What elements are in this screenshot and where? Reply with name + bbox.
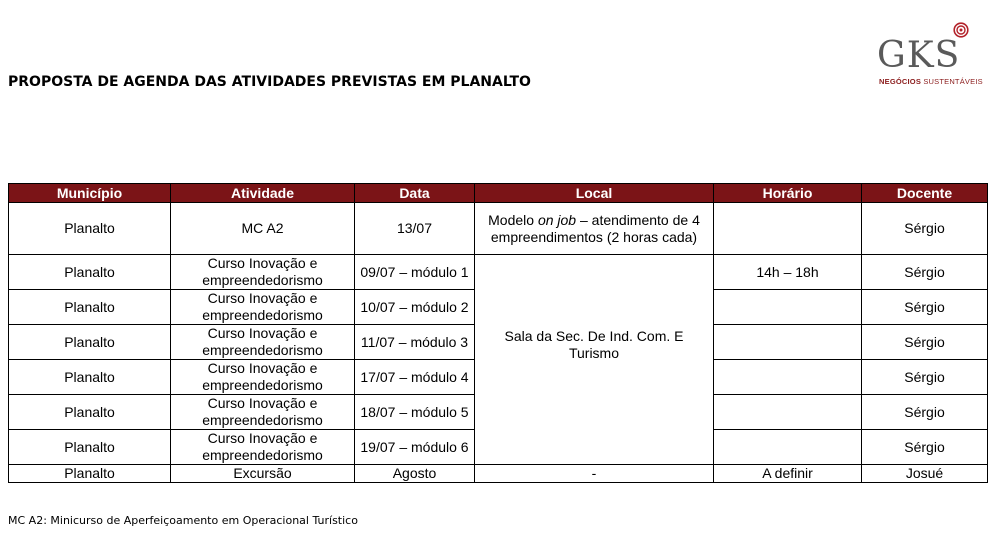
agenda-table [8,183,988,483]
cell-local-merged: Sala da Sec. De Ind. Com. E Turismo [475,255,714,465]
local-text-post: – atendimento de 4 empreendimentos (2 horas cada) [490,211,700,245]
cell-data: Agosto [355,465,475,483]
cell-data: 09/07 – módulo 1 [355,255,475,290]
cell-docente: Sérgio [862,325,988,360]
cell-data: 10/07 – módulo 2 [355,290,475,325]
cell-horario [714,360,862,395]
cell-docente: Sérgio [862,360,988,395]
cell-atividade: Curso Inovação e empreendedorismo [171,290,355,325]
cell-data: 13/07 [355,203,475,255]
cell-municipio: Planalto [9,430,171,465]
cell-municipio: Planalto [9,325,171,360]
cell-atividade: Curso Inovação e empreendedorismo [171,325,355,360]
cell-municipio: Planalto [9,255,171,290]
cell-atividade: Excursão [171,465,355,483]
table-row [9,255,988,290]
cell-municipio: Planalto [9,203,171,255]
cell-horario [714,203,862,255]
header-municipio: Município [9,184,171,203]
cell-docente: Josué [862,465,988,483]
cell-docente: Sérgio [862,255,988,290]
cell-horario [714,325,862,360]
table-row [9,203,988,255]
cell-local [475,203,714,255]
header-local: Local [475,184,714,203]
cell-local: - [475,465,714,483]
cell-docente: Sérgio [862,430,988,465]
cell-horario: A definir [714,465,862,483]
cell-municipio: Planalto [9,360,171,395]
cell-atividade: Curso Inovação e empreendedorismo [171,360,355,395]
logo-tag-rest: SUSTENTÁVEIS [921,77,983,86]
local-text-italic: on job [537,211,577,228]
cell-atividade: MC A2 [171,203,355,255]
cell-docente: Sérgio [862,203,988,255]
logo-tagline [879,77,983,86]
cell-docente: Sérgio [862,290,988,325]
cell-data: 19/07 – módulo 6 [355,430,475,465]
page-title: PROPOSTA DE AGENDA DAS ATIVIDADES PREVISTAS EM PLANALTO [8,74,531,90]
cell-horario [714,395,862,430]
cell-data: 18/07 – módulo 5 [355,395,475,430]
logo-wordmark: GKS [877,35,961,76]
cell-docente: Sérgio [862,395,988,430]
cell-municipio: Planalto [9,290,171,325]
header-atividade: Atividade [171,184,355,203]
cell-data: 17/07 – módulo 4 [355,360,475,395]
logo-tag-bold: NEGÓCIOS [879,77,922,86]
cell-horario [714,430,862,465]
cell-atividade: Curso Inovação e empreendedorismo [171,255,355,290]
company-logo [872,22,983,90]
header-data: Data [355,184,475,203]
table-row [9,465,988,483]
table-header-row [9,184,988,203]
header-horario: Horário [714,184,862,203]
cell-atividade: Curso Inovação e empreendedorismo [171,395,355,430]
footnote: MC A2: Minicurso de Aperfeiçoamento em Operacional Turístico [8,514,358,527]
cell-atividade: Curso Inovação e empreendedorismo [171,430,355,465]
cell-municipio: Planalto [9,395,171,430]
cell-horario [714,290,862,325]
local-text-pre: Modelo [488,211,538,228]
header-docente: Docente [862,184,988,203]
cell-data: 11/07 – módulo 3 [355,325,475,360]
cell-horario: 14h – 18h [714,255,862,290]
cell-municipio: Planalto [9,465,171,483]
